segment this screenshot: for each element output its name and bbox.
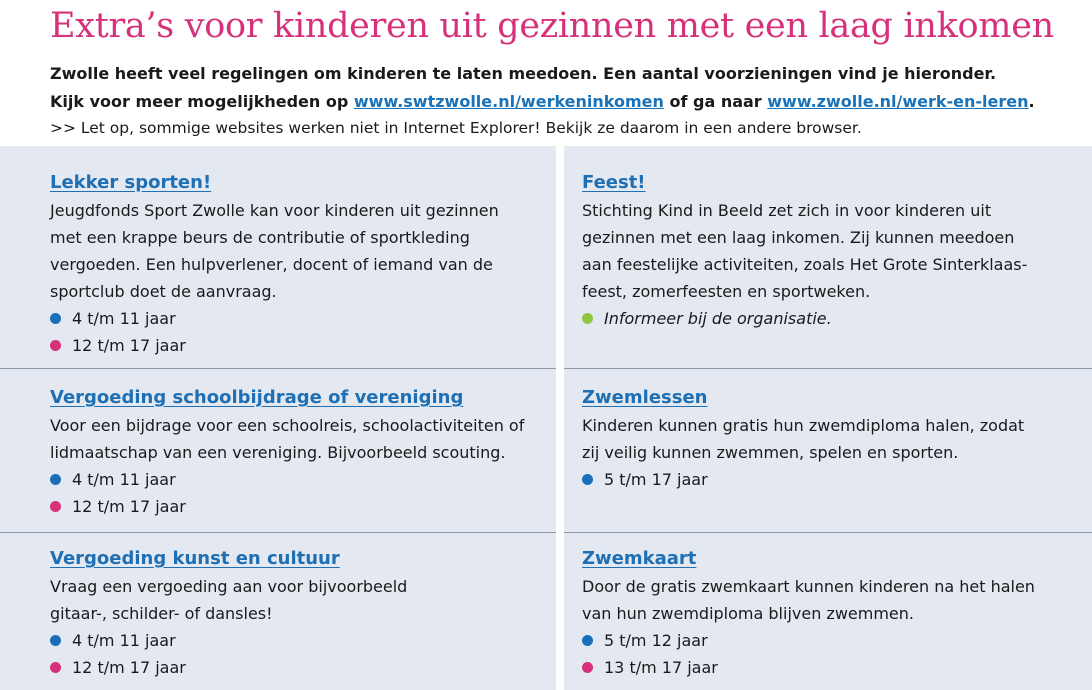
intro-line-2-middle: of ga naar: [663, 92, 768, 111]
age-range: 5 t/m 12 jaar: [604, 631, 708, 650]
age-range: 12 t/m 17 jaar: [72, 497, 186, 516]
body-line: Door de gratis zwemkaart kunnen kinderen na het halen: [582, 577, 1035, 596]
regelingen-grid: [0, 146, 1092, 690]
right-divider-2: [564, 532, 1092, 533]
age-bullet: [582, 627, 1082, 654]
swt-zwolle-link[interactable]: www.swtzwolle.nl/werkeninkomen: [353, 92, 664, 111]
body-line: lidmaatschap van een vereniging. Bijvoorbeeld scouting.: [50, 443, 506, 462]
body-line: Jeugdfonds Sport Zwolle kan voor kinderen uit gezinnen: [50, 201, 499, 220]
page-title: Extra’s voor kinderen uit gezinnen met een laag inkomen: [50, 6, 1054, 46]
section-body: [50, 412, 550, 466]
section-title[interactable]: Zwemlessen: [582, 387, 708, 408]
right-divider-1: [564, 368, 1092, 369]
section-title[interactable]: Zwemkaart: [582, 548, 697, 569]
body-line: met een krappe beurs de contributie of sportkleding: [50, 228, 470, 247]
age-range: 4 t/m 11 jaar: [72, 631, 176, 650]
body-line: aan feestelijke activiteiten, zoals Het Grote Sinterklaas-: [582, 255, 1028, 274]
body-line: sportclub doet de aanvraag.: [50, 282, 277, 301]
blue-dot-icon: [582, 474, 593, 485]
body-line: feest, zomerfeesten en sportweken.: [582, 282, 871, 301]
section-body: [582, 412, 1082, 466]
column-gap: [556, 146, 564, 690]
age-bullet: [50, 305, 550, 332]
age-range: 13 t/m 17 jaar: [604, 658, 718, 677]
pink-dot-icon: [50, 340, 61, 351]
left-divider-2: [0, 532, 556, 533]
body-line: Stichting Kind in Beeld zet zich in voor kinderen uit: [582, 201, 992, 220]
right-panel: [564, 146, 1092, 690]
intro-line-1: Zwolle heeft veel regelingen om kinderen te laten meedoen. Een aantal voorzieningen vind je hieronder.: [50, 64, 997, 83]
section-lekker-sporten: [50, 169, 550, 359]
page-header: [0, 0, 1092, 146]
body-line: gitaar-, schilder- of dansles!: [50, 604, 273, 623]
age-range: 12 t/m 17 jaar: [72, 336, 186, 355]
pink-dot-icon: [50, 501, 61, 512]
age-bullet: [50, 627, 550, 654]
age-range: 4 t/m 11 jaar: [72, 470, 176, 489]
green-dot-icon: [582, 313, 593, 324]
body-line: van hun zwemdiploma blijven zwemmen.: [582, 604, 914, 623]
section-zwemkaart: [582, 545, 1082, 681]
age-bullet: [50, 332, 550, 359]
section-title[interactable]: Vergoeding kunst en cultuur: [50, 548, 340, 569]
body-line: Voor een bijdrage voor een schoolreis, schoolactiviteiten of: [50, 416, 525, 435]
age-bullet: [582, 654, 1082, 681]
blue-dot-icon: [50, 313, 61, 324]
age-range: 5 t/m 17 jaar: [604, 470, 708, 489]
body-line: Kinderen kunnen gratis hun zwemdiploma halen, zodat: [582, 416, 1025, 435]
intro-line-3: >> Let op, sommige websites werken niet in Internet Explorer! Bekijk ze daarom in een andere browser.: [50, 119, 862, 137]
age-range: 12 t/m 17 jaar: [72, 658, 186, 677]
intro-line-2-start: Kijk voor meer mogelijkheden op: [50, 92, 354, 111]
left-panel: [0, 146, 556, 690]
section-kunst-cultuur: [50, 545, 550, 681]
pink-dot-icon: [582, 662, 593, 673]
section-title[interactable]: Vergoeding schoolbijdrage of vereniging: [50, 387, 464, 408]
blue-dot-icon: [50, 474, 61, 485]
body-line: vergoeden. Een hulpverlener, docent of iemand van de: [50, 255, 493, 274]
blue-dot-icon: [582, 635, 593, 646]
age-bullet: [50, 654, 550, 681]
body-line: gezinnen met een laag inkomen. Zij kunnen meedoen: [582, 228, 1015, 247]
age-range: 4 t/m 11 jaar: [72, 309, 176, 328]
section-feest: [582, 169, 1082, 332]
blue-dot-icon: [50, 635, 61, 646]
age-bullet: [50, 493, 550, 520]
zwolle-werk-link[interactable]: www.zwolle.nl/werk-en-leren: [767, 92, 1029, 111]
pink-dot-icon: [50, 662, 61, 673]
section-body: [50, 573, 550, 627]
section-body: [582, 197, 1082, 305]
info-bullet: [582, 305, 1082, 332]
section-title[interactable]: Lekker sporten!: [50, 172, 212, 193]
section-body: [50, 197, 550, 305]
intro-line-2: [50, 92, 1035, 111]
body-line: Vraag een vergoeding aan voor bijvoorbeeld: [50, 577, 408, 596]
section-title[interactable]: Feest!: [582, 172, 646, 193]
section-body: [582, 573, 1082, 627]
intro-line-2-end: .: [1028, 92, 1035, 111]
info-text: Informeer bij de organisatie.: [604, 309, 832, 328]
section-schoolbijdrage: [50, 384, 550, 520]
age-bullet: [50, 466, 550, 493]
section-zwemlessen: [582, 384, 1082, 493]
left-divider-1: [0, 368, 556, 369]
body-line: zij veilig kunnen zwemmen, spelen en sporten.: [582, 443, 959, 462]
age-bullet: [582, 466, 1082, 493]
